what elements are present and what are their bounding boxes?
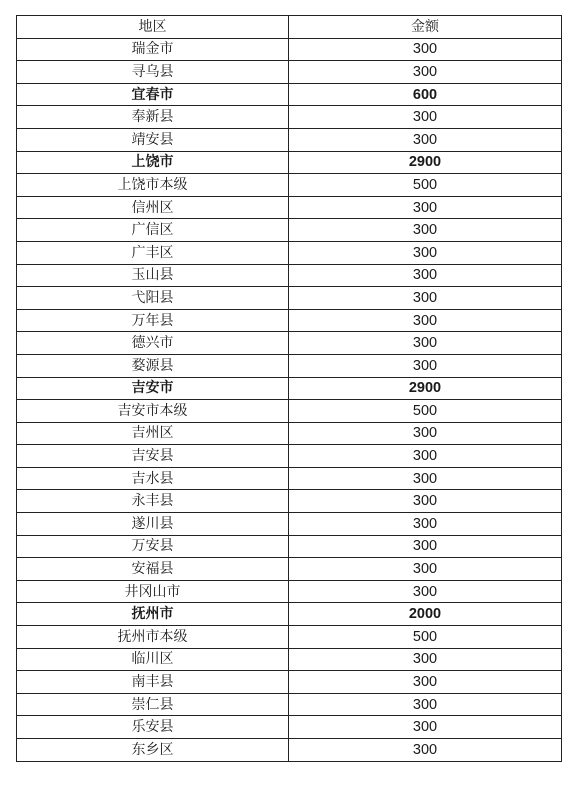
region-cell: 广信区 [17,219,289,242]
table-row [17,626,562,649]
table-row [17,38,562,61]
amount-cell: 300 [289,580,562,603]
region-cell: 南丰县 [17,671,289,694]
region-cell: 遂川县 [17,513,289,536]
amount-cell: 300 [289,467,562,490]
table-row [17,603,562,626]
table-row [17,377,562,400]
region-cell: 信州区 [17,196,289,219]
amount-cell: 600 [289,83,562,106]
amount-cell: 500 [289,626,562,649]
amount-cell: 300 [289,693,562,716]
table-row [17,558,562,581]
table-row [17,61,562,84]
region-cell: 吉州区 [17,422,289,445]
table-row [17,174,562,197]
region-cell: 乐安县 [17,716,289,739]
region-cell: 永丰县 [17,490,289,513]
table-row [17,354,562,377]
amount-cell: 300 [289,38,562,61]
table-row [17,693,562,716]
amount-cell: 300 [289,445,562,468]
amount-cell: 300 [289,309,562,332]
amount-cell: 300 [289,61,562,84]
amount-cell: 300 [289,264,562,287]
amount-cell: 2000 [289,603,562,626]
amount-cell: 300 [289,558,562,581]
document-page [16,15,561,762]
region-cell: 万安县 [17,535,289,558]
region-cell: 婺源县 [17,354,289,377]
region-cell: 吉安市本级 [17,400,289,423]
region-cell: 崇仁县 [17,693,289,716]
region-cell: 吉安县 [17,445,289,468]
amount-cell: 2900 [289,151,562,174]
amount-cell: 300 [289,671,562,694]
allocation-table [16,15,562,762]
amount-cell: 300 [289,332,562,355]
region-cell: 寻乌县 [17,61,289,84]
table-row [17,716,562,739]
region-cell: 抚州市 [17,603,289,626]
table-row [17,490,562,513]
table-row [17,648,562,671]
table-row [17,467,562,490]
region-cell: 上饶市本级 [17,174,289,197]
amount-cell: 300 [289,128,562,151]
region-cell: 德兴市 [17,332,289,355]
region-cell: 瑞金市 [17,38,289,61]
table-row [17,219,562,242]
amount-cell: 300 [289,716,562,739]
amount-cell: 300 [289,422,562,445]
amount-cell: 300 [289,106,562,129]
region-cell: 吉安市 [17,377,289,400]
header-region: 地区 [17,16,289,39]
table-row [17,309,562,332]
amount-cell: 2900 [289,377,562,400]
table-row [17,332,562,355]
region-cell: 奉新县 [17,106,289,129]
table-row [17,535,562,558]
region-cell: 弋阳县 [17,287,289,310]
region-cell: 吉水县 [17,467,289,490]
table-row [17,422,562,445]
amount-cell: 300 [289,354,562,377]
region-cell: 井冈山市 [17,580,289,603]
amount-cell: 300 [289,219,562,242]
amount-cell: 300 [289,648,562,671]
table-row [17,580,562,603]
table-row [17,445,562,468]
region-cell: 宜春市 [17,83,289,106]
amount-cell: 300 [289,490,562,513]
table-body [17,38,562,761]
table-row [17,83,562,106]
table-row [17,400,562,423]
region-cell: 上饶市 [17,151,289,174]
table-row [17,106,562,129]
table-row [17,151,562,174]
header-amount: 金额 [289,16,562,39]
region-cell: 广丰区 [17,241,289,264]
region-cell: 临川区 [17,648,289,671]
table-row [17,264,562,287]
table-row [17,241,562,264]
amount-cell: 300 [289,535,562,558]
table-row [17,671,562,694]
amount-cell: 500 [289,174,562,197]
region-cell: 玉山县 [17,264,289,287]
table-row [17,287,562,310]
amount-cell: 300 [289,513,562,536]
amount-cell: 300 [289,287,562,310]
amount-cell: 300 [289,196,562,219]
region-cell: 靖安县 [17,128,289,151]
table-row [17,128,562,151]
region-cell: 安福县 [17,558,289,581]
amount-cell: 500 [289,400,562,423]
amount-cell: 300 [289,739,562,762]
table-header-row [17,16,562,39]
region-cell: 抚州市本级 [17,626,289,649]
region-cell: 万年县 [17,309,289,332]
amount-cell: 300 [289,241,562,264]
table-row [17,739,562,762]
region-cell: 东乡区 [17,739,289,762]
table-row [17,513,562,536]
table-row [17,196,562,219]
